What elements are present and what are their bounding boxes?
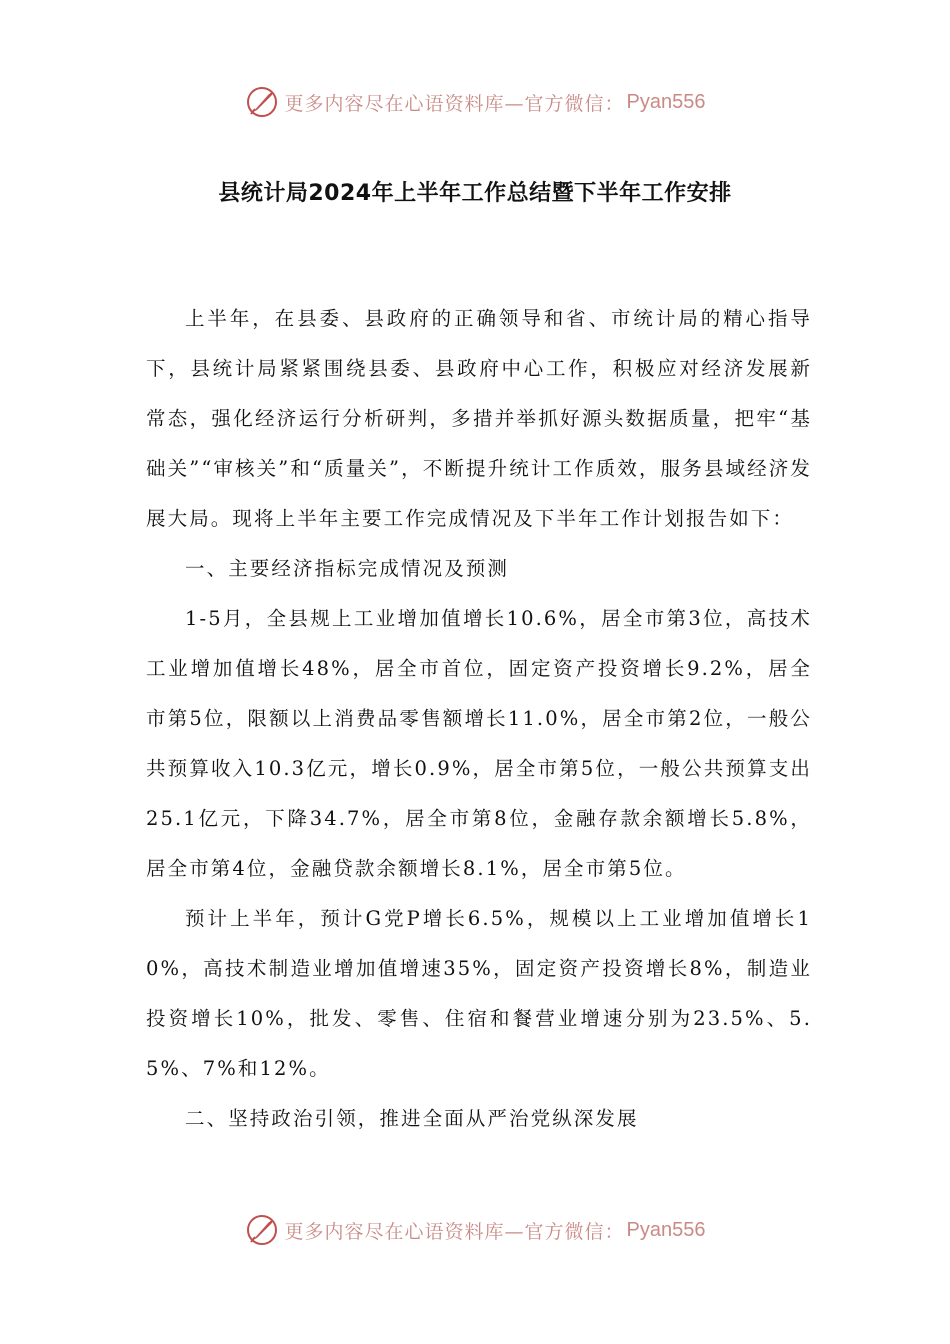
indicators-paragraph: 1-5月，全县规上工业增加值增长10.6%，居全市第3位，高技术工业增加值增长48%，居全市首位，固定资产投资增长9.2%，居全市第5位，限额以上消费品零售额增长11.0%，居全市第2位，一般公共预算收入10.3亿元，增长0.9%，居全市第5位，一般公共预算支出25.1亿元，下降34.7%，居全市第8位，金融存款余额增长5.8%，居全市第4位，金融贷款余额增长8.1%，居全市第5位。 [146, 607, 812, 880]
watermark-wechat-id: Pyan556 [626, 1218, 706, 1241]
quill-logo-icon [245, 1213, 279, 1247]
document-title: 县统计局2024年上半年工作总结暨下半年工作安排 [218, 181, 732, 206]
section-heading-2: 二、坚持政治引领，推进全面从严治党纵深发展 [185, 1107, 639, 1130]
forecast-paragraph: 预计上半年，预计G党P增长6.5%，规模以上工业增加值增长10%，高技术制造业增加值增速35%，固定资产投资增长8%，制造业投资增长10%，批发、零售、住宿和餐营业增速分别为23.5%、5.5%、7%和12%。 [146, 907, 812, 1080]
watermark-footer [0, 1210, 950, 1250]
quill-logo-icon [245, 85, 279, 119]
section-heading-1: 一、主要经济指标完成情况及预测 [185, 557, 510, 580]
watermark-header [0, 82, 950, 122]
document-body [146, 294, 812, 1144]
intro-paragraph: 上半年，在县委、县政府的正确领导和省、市统计局的精心指导下，县统计局紧紧围绕县委、县政府中心工作，积极应对经济发展新常态，强化经济运行分析研判，多措并举抓好源头数据质量，把牢“基础关”“审核关”和“质量关”，不断提升统计工作质效，服务县域经济发展大局。现将上半年主要工作完成情况及下半年工作计划报告如下： [146, 307, 812, 530]
watermark-text: 更多内容尽在心语资料库—官方微信： [284, 92, 625, 115]
watermark-text: 更多内容尽在心语资料库—官方微信： [284, 1220, 625, 1243]
watermark-wechat-id: Pyan556 [626, 90, 706, 113]
